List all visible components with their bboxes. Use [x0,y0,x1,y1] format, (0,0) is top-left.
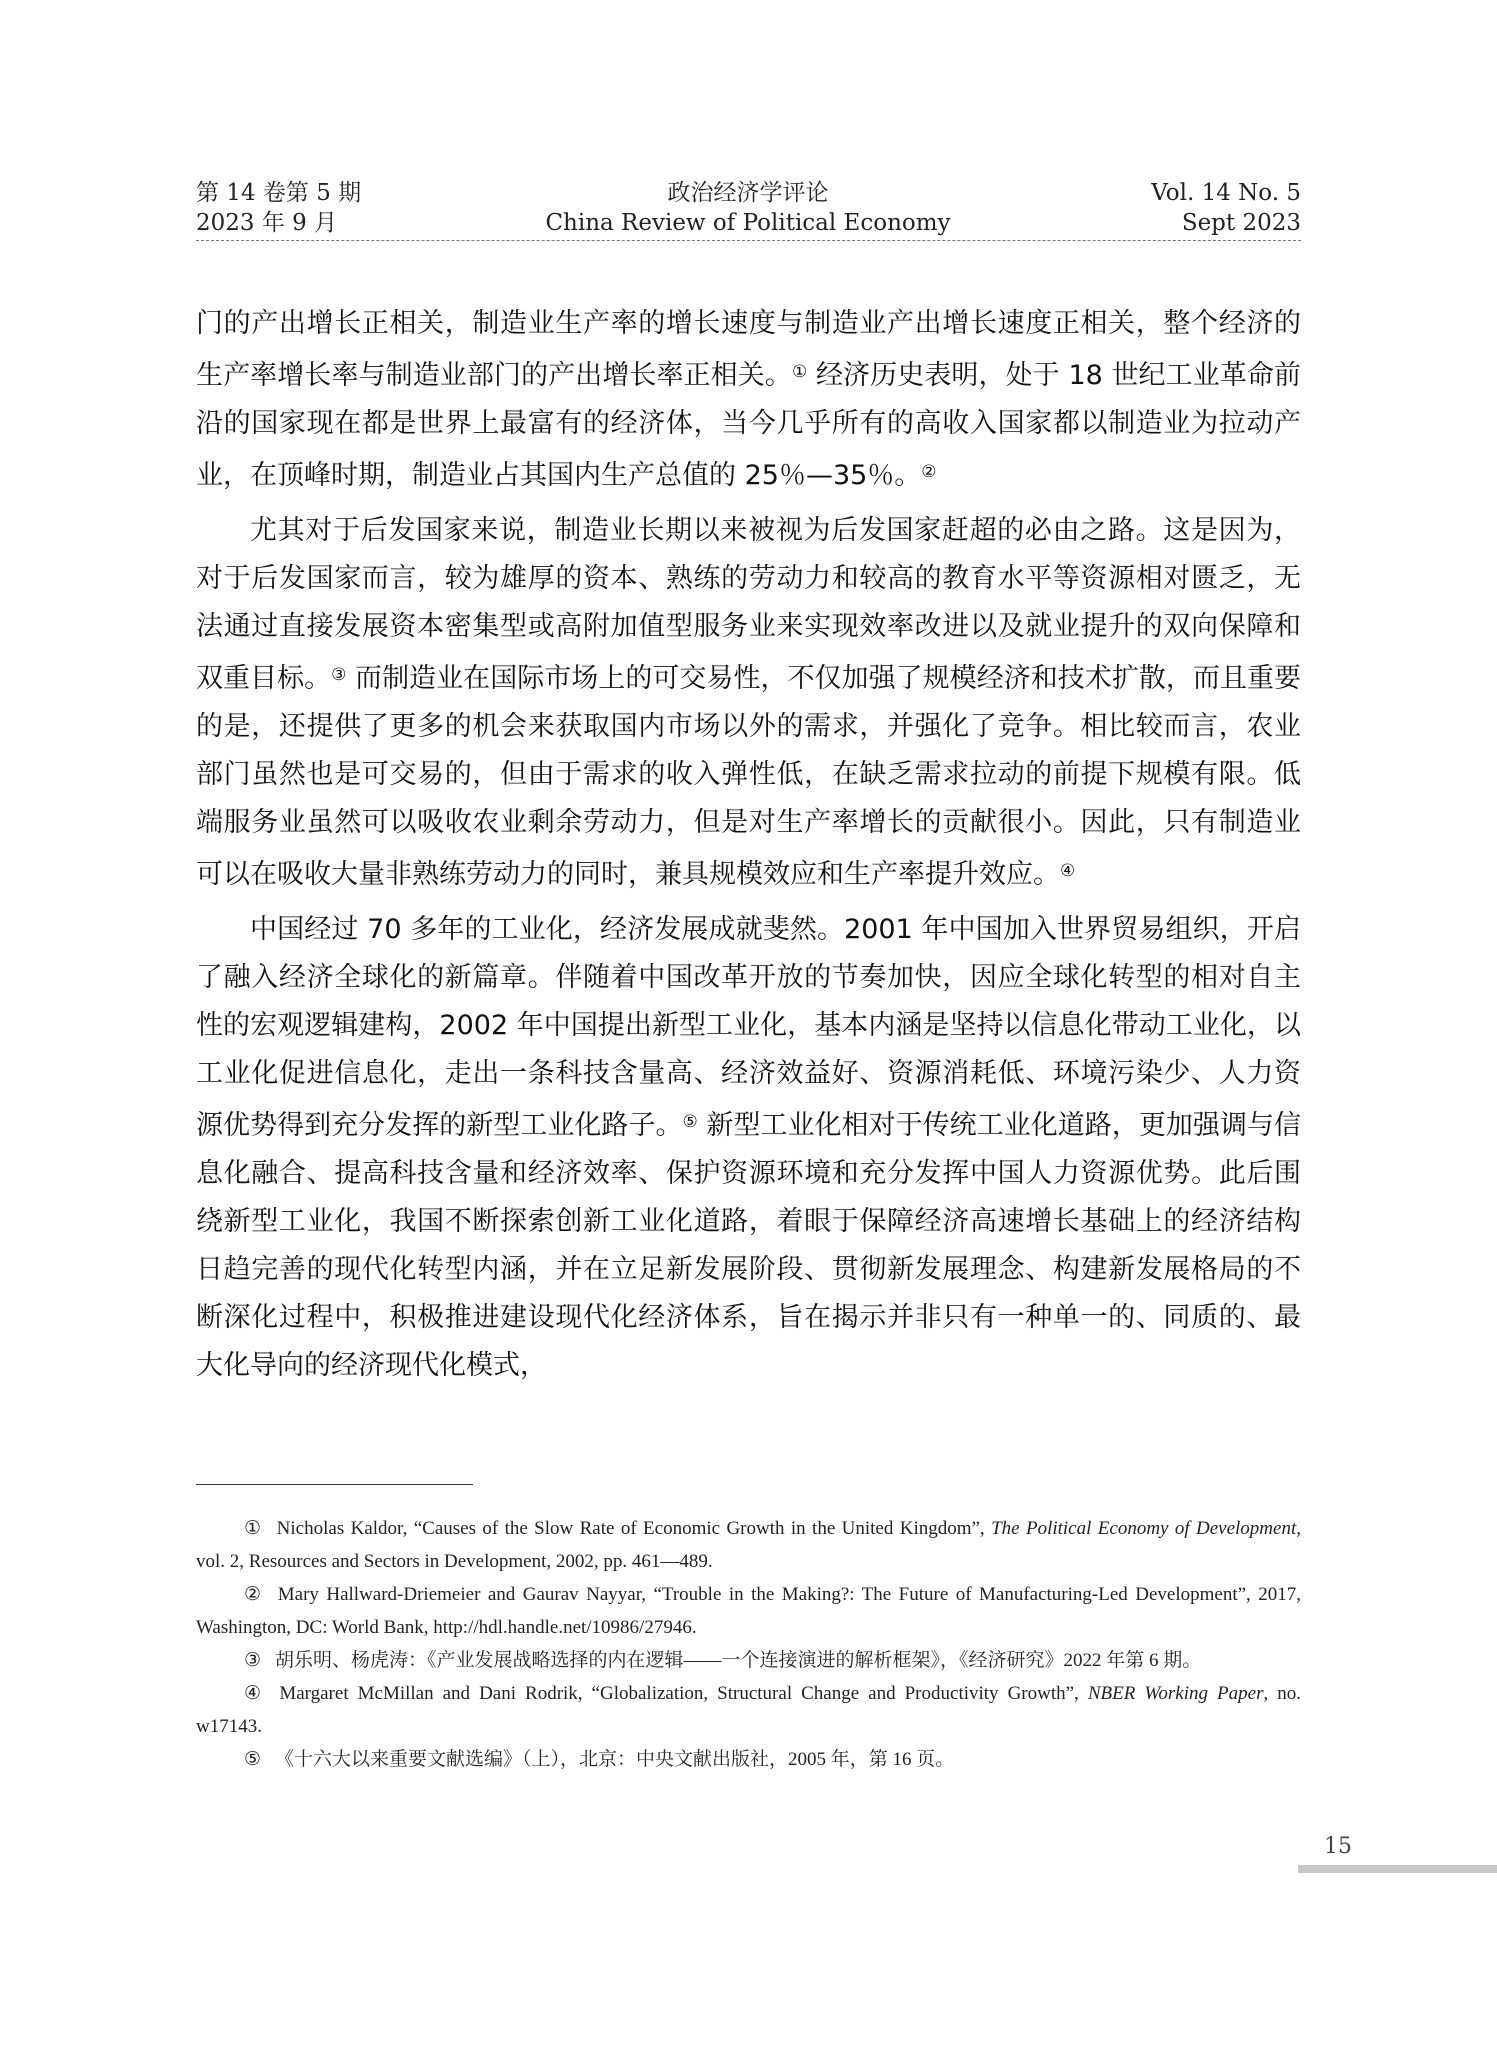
paragraph-2-text-b: 而制造业在国际市场上的可交易性，不仅加强了规模经济和技术扩散，而且重要的是，还提供了更多的机会来获取国内市场以外的需求，并强化了竞争。相比较而言，农业部门虽然也是可交易的，但由于需求的收入弹性低，在缺乏需求拉动的前提下规模有限。低端服务业虽然可以吸收农业剩余劳动力，但是对生产率增长的贡献很小。因此，只有制造业可以在吸收大量非熟练劳动力的同时，兼具规模效应和生产率提升效应。 [196,663,1302,890]
journal-date-cn: 2023 年 9 月 [196,210,338,236]
running-header-center [448,178,1048,238]
footnote-number: ④ [244,1683,266,1704]
running-header-left [196,178,361,238]
footnote-number: ⑤ [244,1749,262,1770]
footnote-tail: , vol. 2, Resources and Sectors in Development, 2002, pp. 461—489. [196,1518,1301,1572]
journal-volume-issue: 第 14 卷第 5 期 [196,180,362,206]
paragraph-1-text-a: 门的产出增长正相关，制造业生产率的增长速度与制造业产出增长速度正相关，整个经济的生产率增长率与制造业部门的产出增长率正相关。 [196,308,1301,391]
footnote-rule [196,1484,473,1485]
footnote-3 [196,1644,1301,1677]
footnote-ref-4[interactable]: ④ [1060,861,1076,881]
paragraph-1-text-b: 经济历史表明，处于 18 世纪工业革命前沿的国家现在都是世界上最富有的经济体，当今几乎所有的高收入国家都以制造业为拉动产业，在顶峰时期，制造业占其国内生产总值的 25％—35％。 [196,360,1301,491]
journal-volume-en: Vol. 14 No. 5 [1151,180,1301,206]
paragraph-2-text-a: 尤其对于后发国家来说，制造业长期以来被视为后发国家赶超的必由之路。这是因为，对于后发国家而言，较为雄厚的资本、熟练的劳动力和较高的教育水平等资源相对匮乏，无法通过直接发展资本密集型或高附加值型服务业来实现效率改进以及就业提升的双向保障和双重目标。 [196,515,1301,694]
footnote-5 [196,1743,1301,1776]
journal-date-en: Sept 2023 [1181,210,1301,236]
footnote-ref-3[interactable]: ③ [331,665,347,685]
paragraph-2 [196,507,1301,899]
footnote-text: Nicholas Kaldor, “Causes of the Slow Rate of Economic Growth in the United Kingdom”, [276,1518,992,1539]
footnote-italic-title: The Political Economy of Development [991,1518,1297,1539]
page-number-bar [1298,1865,1497,1873]
footnote-text: Mary Hallward-Driemeier and Gaurav Nayyar, “Trouble in the Making?: The Future of Manufacturing-Led Development”, 2017, Washington, DC: World Bank, http://hdl.handle.net/10986/27946. [196,1584,1301,1638]
footnote-text: 《十六大以来重要文献选编》（上），北京：中央文献出版社，2005 年，第 16 页。 [275,1749,955,1770]
footnote-4 [196,1677,1301,1743]
header-rule [196,240,1301,241]
footnote-number: ② [244,1584,264,1605]
paragraph-3 [196,906,1301,1390]
footnote-tail: , no. w17143. [196,1683,1301,1737]
paragraph-3-text-a: 中国经过 70 多年的工业化，经济发展成就斐然。2001 年中国加入世界贸易组织，开启了融入经济全球化的新篇章。伴随着中国改革开放的节奏加快，因应全球化转型的相对自主性的宏观逻辑建构，2002 年中国提出新型工业化，基本内涵是坚持以信息化带动工业化，以工业化促进信息化，走出一条科技含量高、经济效益好、资源消耗低、环境污染少、人力资源优势得到充分发挥的新型工业化路子。 [196,914,1301,1141]
journal-title-cn: 政治经济学评论 [667,180,829,206]
footnote-ref-1[interactable]: ① [791,362,808,382]
footnote-ref-5[interactable]: ⑤ [682,1112,698,1132]
running-header-right [1151,178,1301,238]
footnote-text: Margaret McMillan and Dani Rodrik, “Globalization, Structural Change and Productivity Growth”, [279,1683,1088,1704]
paragraph-1 [196,300,1301,500]
article-body [196,300,1301,1397]
page-number: 15 [1324,1834,1352,1859]
footnotes [196,1512,1301,1776]
footnote-text: 胡乐明、杨虎涛：《产业发展战略选择的内在逻辑——一个连接演进的解析框架》，《经济研究》2022 年第 6 期。 [275,1650,1202,1671]
footnote-number: ③ [244,1650,262,1671]
footnote-2 [196,1578,1301,1644]
footnote-ref-2[interactable]: ② [921,462,937,482]
footnote-italic-title: NBER Working Paper [1087,1683,1264,1704]
paragraph-3-text-b: 新型工业化相对于传统工业化道路，更加强调与信息化融合、提高科技含量和经济效率、保护资源环境和充分发挥中国人力资源优势。此后围绕新型工业化，我国不断探索创新工业化道路，着眼于保障经济高速增长基础上的经济结构日趋完善的现代化转型内涵，并在立足新发展阶段、贯彻新发展理念、构建新发展格局的不断深化过程中，积极推进建设现代化经济体系，旨在揭示并非只有一种单一的、同质的、最大化导向的经济现代化模式， [196,1110,1301,1381]
footnote-number: ① [244,1518,263,1539]
journal-title-en: China Review of Political Economy [545,210,951,236]
footnote-1 [196,1512,1301,1578]
